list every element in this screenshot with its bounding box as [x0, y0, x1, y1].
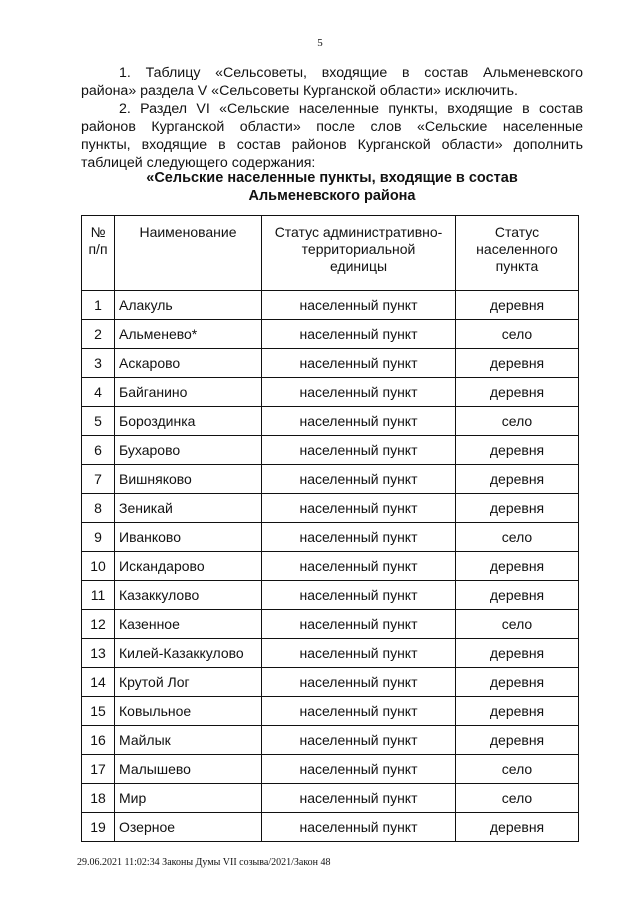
row-admin-status: населенный пункт — [262, 639, 456, 668]
table-row — [82, 610, 579, 639]
header-line: п/п — [88, 241, 108, 257]
table-row — [82, 639, 579, 668]
row-name: Альменево* — [115, 320, 262, 349]
table-title — [81, 169, 583, 205]
row-settlement-status: деревня — [456, 436, 579, 465]
table-row — [82, 552, 579, 581]
row-settlement-status: село — [456, 784, 579, 813]
row-settlement-status: деревня — [456, 552, 579, 581]
header-number — [82, 216, 115, 291]
table-row — [82, 784, 579, 813]
row-number: 5 — [82, 407, 115, 436]
row-admin-status: населенный пункт — [262, 349, 456, 378]
table-row — [82, 291, 579, 320]
row-name: Иванково — [115, 523, 262, 552]
row-admin-status: населенный пункт — [262, 494, 456, 523]
table-row — [82, 755, 579, 784]
row-name: Крутой Лог — [115, 668, 262, 697]
row-settlement-status: деревня — [456, 465, 579, 494]
row-admin-status: населенный пункт — [262, 668, 456, 697]
row-admin-status: населенный пункт — [262, 552, 456, 581]
header-line: населенного — [476, 241, 558, 257]
row-number: 7 — [82, 465, 115, 494]
header-line: Статус — [494, 224, 540, 240]
row-settlement-status: село — [456, 523, 579, 552]
row-number: 15 — [82, 697, 115, 726]
row-number: 1 — [82, 291, 115, 320]
row-admin-status: населенный пункт — [262, 291, 456, 320]
row-settlement-status: село — [456, 610, 579, 639]
row-name: Алакуль — [115, 291, 262, 320]
table-row — [82, 668, 579, 697]
row-admin-status: населенный пункт — [262, 581, 456, 610]
header-line: № — [90, 224, 106, 240]
row-number: 2 — [82, 320, 115, 349]
header-line: единицы — [329, 258, 388, 274]
table-row — [82, 407, 579, 436]
paragraph-line: таблицей следующего содержания: — [81, 155, 316, 171]
row-number: 10 — [82, 552, 115, 581]
settlements-table — [81, 215, 579, 842]
row-admin-status: населенный пункт — [262, 784, 456, 813]
row-name: Малышево — [115, 755, 262, 784]
row-admin-status: населенный пункт — [262, 813, 456, 842]
paragraph-line: пункты, входящие в состав районов Курганской области» дополнить — [81, 137, 583, 153]
header-line: пункта — [495, 258, 539, 274]
paragraph-line: районов Курганской области» после слов «Сельские населенные — [81, 119, 583, 135]
page-number: 5 — [317, 37, 323, 49]
header-admin-status — [262, 216, 456, 291]
row-number: 16 — [82, 726, 115, 755]
paragraph-line: 1. Таблицу «Сельсоветы, входящие в состав Альменевского — [119, 65, 583, 81]
row-number: 18 — [82, 784, 115, 813]
header-name — [115, 216, 262, 291]
row-name: Зеникай — [115, 494, 262, 523]
table-row — [82, 436, 579, 465]
row-admin-status: населенный пункт — [262, 726, 456, 755]
paragraph-line: района» раздела V «Сельсоветы Курганской области» исключить. — [81, 83, 518, 99]
table-body — [82, 291, 579, 842]
row-settlement-status: село — [456, 407, 579, 436]
header-line: территориальной — [301, 241, 416, 257]
table-row — [82, 813, 579, 842]
row-name: Бухарово — [115, 436, 262, 465]
row-name: Бороздинка — [115, 407, 262, 436]
table-row — [82, 349, 579, 378]
row-number: 17 — [82, 755, 115, 784]
table-row — [82, 494, 579, 523]
row-admin-status: населенный пункт — [262, 320, 456, 349]
table-title-line: «Сельские населенные пункты, входящие в состав — [146, 170, 518, 186]
table-row — [82, 465, 579, 494]
row-name: Искандарово — [115, 552, 262, 581]
row-number: 4 — [82, 378, 115, 407]
row-name: Казаккулово — [115, 581, 262, 610]
row-number: 6 — [82, 436, 115, 465]
table-title-line: Альменевского района — [248, 188, 416, 204]
header-line: Наименование — [139, 224, 237, 240]
row-number: 12 — [82, 610, 115, 639]
table-row — [82, 697, 579, 726]
table-row — [82, 523, 579, 552]
row-admin-status: населенный пункт — [262, 610, 456, 639]
paragraph-line: 2. Раздел VI «Сельские населенные пункты, входящие в состав — [119, 101, 583, 117]
row-admin-status: населенный пункт — [262, 523, 456, 552]
row-admin-status: населенный пункт — [262, 378, 456, 407]
row-number: 11 — [82, 581, 115, 610]
row-admin-status: населенный пункт — [262, 436, 456, 465]
table-row — [82, 320, 579, 349]
row-name: Вишняково — [115, 465, 262, 494]
row-name: Майлык — [115, 726, 262, 755]
row-settlement-status: село — [456, 755, 579, 784]
row-settlement-status: деревня — [456, 813, 579, 842]
row-admin-status: населенный пункт — [262, 755, 456, 784]
row-number: 8 — [82, 494, 115, 523]
row-name: Ковыльное — [115, 697, 262, 726]
row-admin-status: населенный пункт — [262, 407, 456, 436]
paragraph-1 — [81, 64, 583, 100]
row-number: 19 — [82, 813, 115, 842]
table-row — [82, 726, 579, 755]
row-name: Аскарово — [115, 349, 262, 378]
row-settlement-status: деревня — [456, 668, 579, 697]
row-admin-status: населенный пункт — [262, 697, 456, 726]
row-name: Мир — [115, 784, 262, 813]
row-settlement-status: деревня — [456, 726, 579, 755]
row-name: Озерное — [115, 813, 262, 842]
row-name: Байганино — [115, 378, 262, 407]
row-number: 13 — [82, 639, 115, 668]
row-number: 9 — [82, 523, 115, 552]
header-line: Статус административно- — [274, 224, 443, 240]
footer-stamp: 29.06.2021 11:02:34 Законы Думы VII созыва/2021/Закон 48 — [77, 857, 331, 868]
table-row — [82, 581, 579, 610]
paragraph-2 — [81, 100, 583, 172]
row-admin-status: населенный пункт — [262, 465, 456, 494]
header-settlement-status — [456, 216, 579, 291]
row-number: 14 — [82, 668, 115, 697]
row-name: Казенное — [115, 610, 262, 639]
row-name: Килей-Казаккулово — [115, 639, 262, 668]
row-settlement-status: деревня — [456, 291, 579, 320]
row-number: 3 — [82, 349, 115, 378]
row-settlement-status: деревня — [456, 581, 579, 610]
table-row — [82, 378, 579, 407]
row-settlement-status: деревня — [456, 494, 579, 523]
row-settlement-status: деревня — [456, 639, 579, 668]
row-settlement-status: деревня — [456, 349, 579, 378]
row-settlement-status: деревня — [456, 697, 579, 726]
row-settlement-status: деревня — [456, 378, 579, 407]
row-settlement-status: село — [456, 320, 579, 349]
table-header-row — [82, 216, 579, 291]
